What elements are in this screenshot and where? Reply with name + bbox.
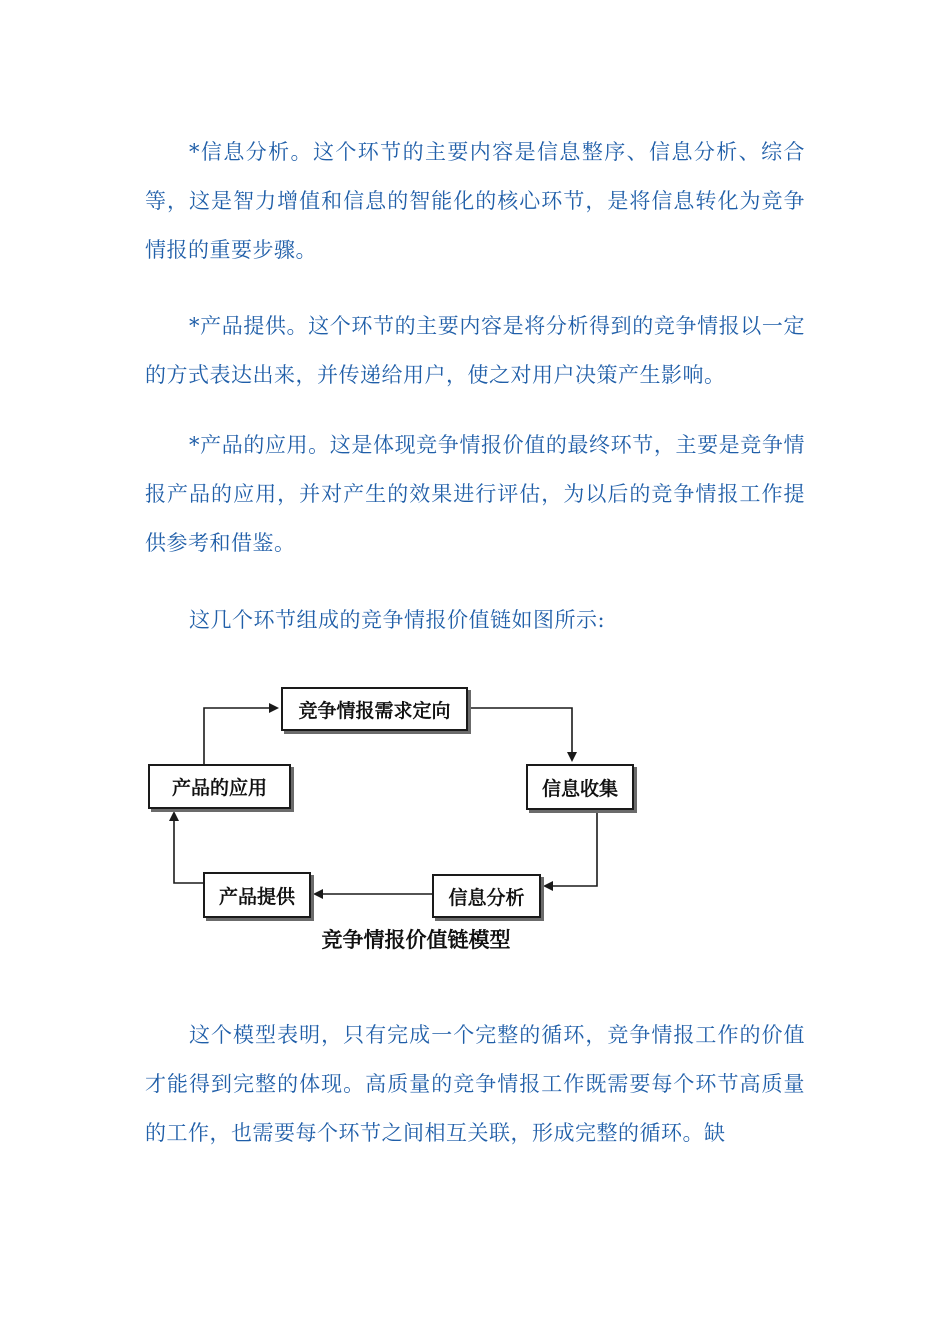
arrow-provide-to-apply <box>174 813 203 883</box>
node-product-application: 产品的应用 <box>148 764 291 809</box>
node-information-analysis: 信息分析 <box>432 874 541 918</box>
arrow-collect-to-analysis <box>545 810 597 886</box>
paragraph-figure-intro: 这几个环节组成的竞争情报价值链如图所示: <box>189 608 606 632</box>
paragraph-product-application: *产品的应用。这是体现竞争情报价值的最终环节，主要是竞争情报产品的应用，并对产生的效果进行评估，为以后的竞争情报工作提供参考和借鉴。 <box>145 433 805 555</box>
node-information-collection: 信息收集 <box>526 764 634 810</box>
value-chain-diagram <box>145 672 650 967</box>
arrow-apply-to-demand <box>204 708 277 764</box>
paragraph-model-explanation: 这个模型表明，只有完成一个完整的循环，竞争情报工作的价值才能得到完整的体现。高质量的竞争情报工作既需要每个环节高质量的工作，也需要每个环节之间相互关联，形成完整的循环。缺 <box>145 1023 805 1145</box>
node-demand-orientation: 竞争情报需求定向 <box>281 687 468 731</box>
diagram-caption: 竞争情报价值链模型 <box>321 928 511 952</box>
arrow-demand-to-collect <box>468 708 572 760</box>
node-product-provision: 产品提供 <box>203 872 311 918</box>
paragraph-information-analysis: *信息分析。这个环节的主要内容是信息整序、信息分析、综合等，这是智力增值和信息的智能化的核心环节，是将信息转化为竞争情报的重要步骤。 <box>145 140 805 262</box>
paragraph-product-provision: *产品提供。这个环节的主要内容是将分析得到的竞争情报以一定的方式表达出来，并传递给用户，使之对用户决策产生影响。 <box>145 314 805 387</box>
